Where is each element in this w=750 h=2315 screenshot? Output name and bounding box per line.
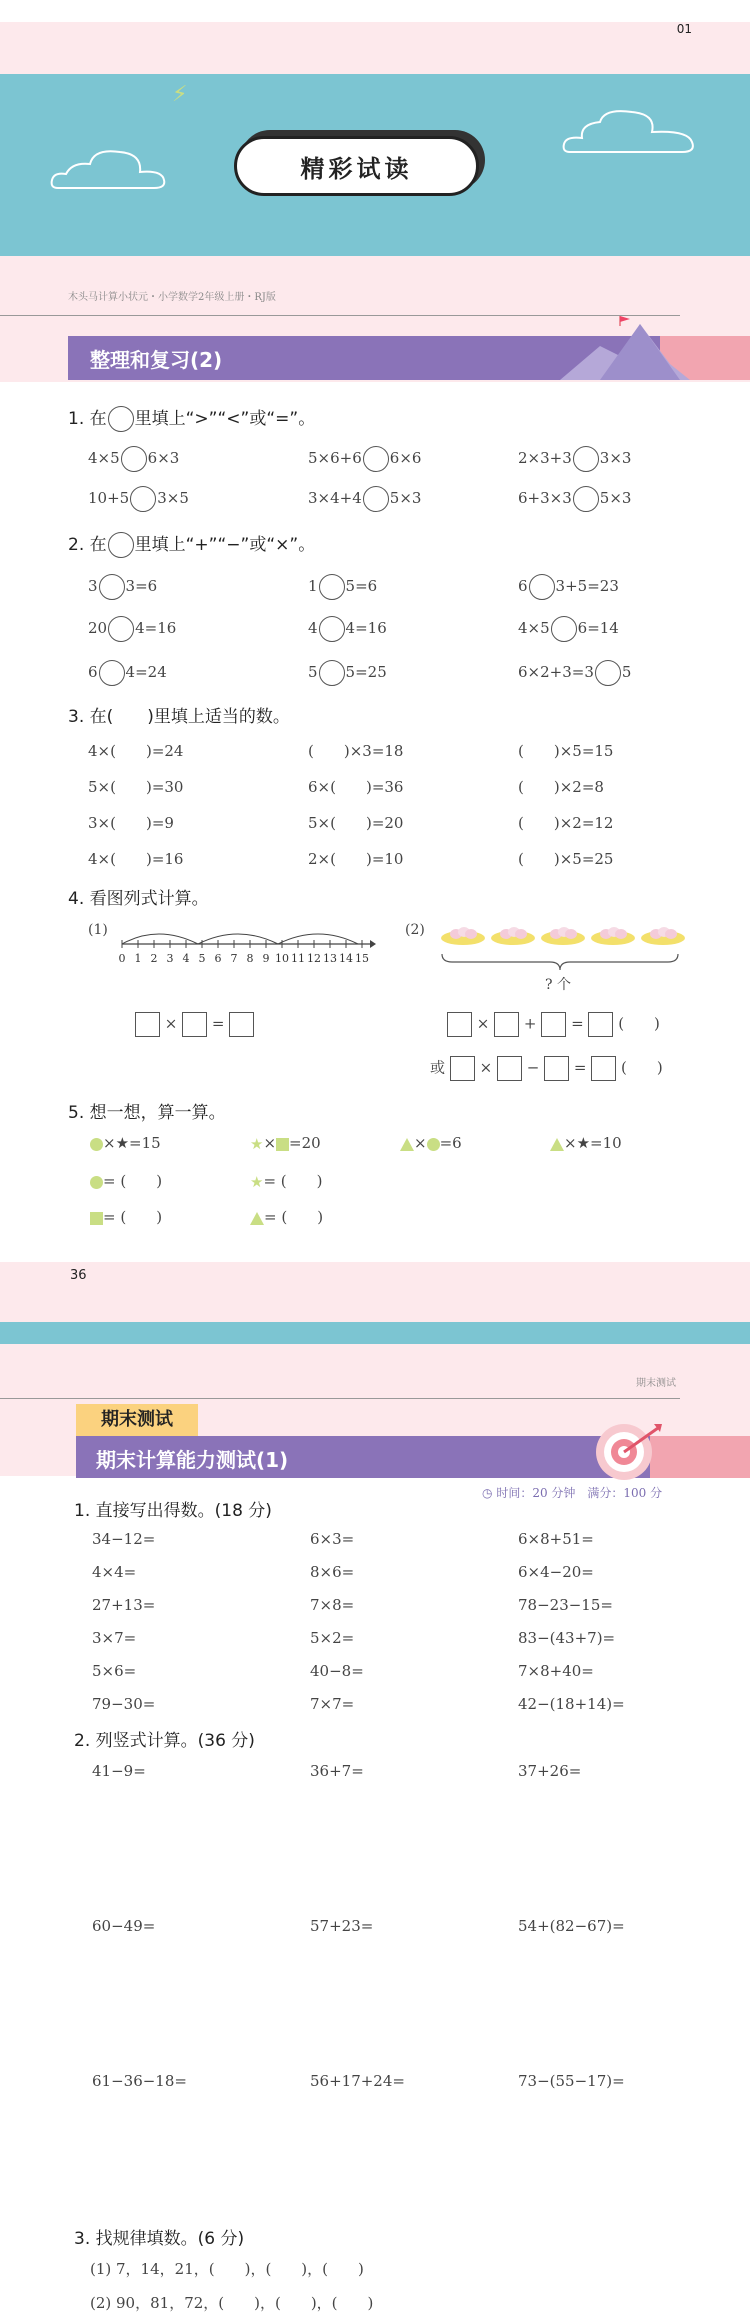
equals-sign: = [211, 1014, 225, 1033]
q4-eq3 [430, 1056, 663, 1081]
tick-label: 14 [339, 952, 353, 965]
blank-circle [108, 406, 134, 432]
answer-box[interactable] [591, 1056, 616, 1081]
tick-label: 12 [307, 952, 321, 965]
vertical-calc-item[interactable]: 54+(82−67)= [518, 1917, 625, 1935]
answer-circle[interactable] [99, 660, 125, 686]
triangle-shape-icon [250, 1212, 264, 1225]
target-icon [594, 1420, 664, 1482]
plate-icon [490, 924, 536, 944]
q3-item[interactable]: 2×( )=10 [308, 850, 404, 868]
oral-calc-item[interactable]: 6×4−20= [518, 1563, 594, 1581]
plate-icon [440, 924, 486, 944]
vertical-calc-item[interactable]: 57+23= [310, 1917, 374, 1935]
answer-box[interactable] [229, 1012, 254, 1037]
oral-calc-item[interactable]: 7×7= [310, 1695, 355, 1713]
square-shape-icon [90, 1212, 103, 1225]
vertical-calc-item[interactable]: 37+26= [518, 1762, 582, 1780]
cloud-icon [560, 106, 700, 156]
q3-label: 3. 在( )里填上适当的数。 [68, 707, 290, 727]
oral-calc-item[interactable]: 8×6= [310, 1563, 355, 1581]
circle-shape-icon [90, 1138, 103, 1151]
tick-label: 4 [182, 952, 190, 965]
answer-box[interactable] [588, 1012, 613, 1037]
oral-calc-item[interactable]: 42−(18+14)= [518, 1695, 625, 1713]
plus-sign: + [523, 1014, 537, 1033]
blank-circle [108, 532, 134, 558]
times-sign: × [476, 1014, 490, 1033]
oral-calc-item[interactable]: 27+13= [92, 1596, 156, 1614]
tick-label: 8 [246, 952, 254, 965]
q5-eq3: × =6 [400, 1134, 462, 1152]
page-foot-band [0, 1262, 750, 1322]
vertical-calc-item[interactable]: 41−9= [92, 1762, 146, 1780]
q3-item[interactable]: 3×( )=9 [88, 814, 174, 832]
q3-item[interactable]: ( )×2=8 [518, 778, 604, 796]
oral-calc-item[interactable]: 34−12= [92, 1530, 156, 1548]
banner-title-pill [234, 136, 479, 196]
q2-label [68, 530, 315, 558]
tick-label: 6 [214, 952, 222, 965]
p2-q3-line2[interactable]: (2) 90，81，72，( )，( )，( ) [90, 2294, 374, 2312]
section-bar-pink-2 [650, 1436, 750, 1478]
q3-item[interactable]: 6×( )=36 [308, 778, 404, 796]
q4-label: 4. 看图列式计算。 [68, 889, 209, 909]
q5-ans[interactable]: ★= ( ) [250, 1172, 323, 1191]
answer-box[interactable] [135, 1012, 160, 1037]
tick-label: 5 [198, 952, 206, 965]
tick-label: 11 [291, 952, 305, 965]
teal-banner [0, 74, 750, 256]
answer-circle[interactable] [319, 574, 345, 600]
cloud-icon [50, 144, 170, 190]
q3-item[interactable]: 4×( )=16 [88, 850, 184, 868]
answer-circle[interactable] [319, 660, 345, 686]
page-number-bottom: 36 [70, 1268, 87, 1283]
p2-q3-line1[interactable]: (1) 7，14，21，( )，( )，( ) [90, 2260, 364, 2278]
equals-sign: = [571, 1014, 584, 1033]
oral-calc-item[interactable]: 79−30= [92, 1695, 156, 1713]
q5-eq1: ×★=15 [90, 1134, 161, 1152]
vertical-calc-item[interactable]: 73−(55−17)= [518, 2072, 625, 2090]
q1-item: 5×6+6 6×6 [308, 446, 421, 472]
answer-circle[interactable] [573, 486, 599, 512]
q5-eq4: ×★=10 [550, 1134, 622, 1152]
p2-q1-label: 1. 直接写出得数。(18 分) [74, 1501, 272, 1521]
banner-title: 精彩试读 [300, 154, 413, 183]
star-shape-icon: ★ [250, 1173, 264, 1191]
q2-item: 1 5=6 [308, 574, 377, 600]
vertical-calc-item[interactable]: 60−49= [92, 1917, 156, 1935]
q5-eq2: ★× =20 [250, 1134, 321, 1153]
count-label: ? 个 [545, 977, 571, 993]
answer-circle[interactable] [130, 486, 156, 512]
q2-item: 6 3+5=23 [518, 574, 619, 600]
answer-box[interactable] [541, 1012, 566, 1037]
q1-item: 3×4+4 5×3 [308, 486, 421, 512]
p2-q2-label: 2. 列竖式计算。(36 分) [74, 1731, 255, 1751]
q4-eq1 [135, 1012, 254, 1037]
oral-calc-item[interactable]: 4×4= [92, 1563, 137, 1581]
answer-circle[interactable] [108, 616, 134, 642]
q1-label [68, 404, 315, 432]
answer-box[interactable] [450, 1056, 475, 1081]
answer-circle[interactable] [99, 574, 125, 600]
answer-box[interactable] [447, 1012, 472, 1037]
header-rule-2 [0, 1398, 680, 1399]
answer-paren[interactable]: ( ) [618, 1014, 660, 1033]
oral-calc-item[interactable]: 7×8+40= [518, 1662, 594, 1680]
q3-item[interactable]: ( )×3=18 [308, 742, 404, 760]
tick-label: 9 [262, 952, 270, 965]
test-meta [482, 1484, 662, 1501]
vertical-calc-item[interactable]: 61−36−18= [92, 2072, 187, 2090]
tick-label: 10 [275, 952, 289, 965]
circle-shape-icon [427, 1138, 440, 1151]
star-shape-icon: ★ [250, 1135, 264, 1153]
answer-circle[interactable] [363, 486, 389, 512]
q2-item: 5 5=25 [308, 660, 387, 686]
q2-label-pre: 2. 在 [68, 535, 107, 555]
p2-q3-label: 3. 找规律填数。(6 分) [74, 2229, 245, 2249]
q3-item[interactable]: ( )×5=15 [518, 742, 614, 760]
q2-item: 6 4=24 [88, 660, 167, 686]
q3-item[interactable]: 5×( )=30 [88, 778, 184, 796]
answer-box[interactable] [544, 1056, 569, 1081]
oral-calc-item[interactable]: 7×8= [310, 1596, 355, 1614]
number-line [118, 924, 378, 974]
answer-box[interactable] [182, 1012, 207, 1037]
meta-text: 时间：20 分钟 满分：100 分 [496, 1486, 663, 1500]
square-shape-icon [276, 1138, 289, 1151]
oral-calc-item[interactable]: 40−8= [310, 1662, 364, 1680]
oral-calc-item[interactable]: 6×3= [310, 1530, 355, 1548]
brace-icon [440, 952, 680, 972]
oral-calc-item[interactable]: 78−23−15= [518, 1596, 613, 1614]
q2-label-post: 里填上“+”“−”或“×”。 [134, 535, 316, 555]
triangle-shape-icon [400, 1138, 414, 1151]
equals-sign: = [573, 1058, 587, 1077]
lightning-icon: ⚡ [172, 82, 188, 107]
answer-circle[interactable] [551, 616, 577, 642]
q1-label-post: 里填上“>”“<”或“=”。 [134, 409, 316, 429]
tick-label: 0 [118, 952, 126, 965]
q4-part1: (1) [88, 922, 108, 938]
vertical-calc-item[interactable]: 56+17+24= [310, 2072, 405, 2090]
q5-ans[interactable]: = ( ) [90, 1206, 162, 1227]
q4-part2: (2) [405, 922, 425, 938]
q2-item: 4 4=16 [308, 616, 387, 642]
section-title-2: 期末计算能力测试(1) [96, 1448, 289, 1472]
oral-calc-item[interactable]: 6×8+51= [518, 1530, 594, 1548]
q2-item: 4×5 6=14 [518, 616, 619, 642]
circle-shape-icon [90, 1176, 103, 1189]
minus-sign: − [526, 1058, 540, 1077]
q1-item: 10+5 3×5 [88, 486, 189, 512]
q1-item: 6+3×3 5×3 [518, 486, 631, 512]
answer-paren[interactable]: ( ) [621, 1058, 663, 1077]
answer-circle[interactable] [529, 574, 555, 600]
tick-label: 7 [230, 952, 238, 965]
q1-item: 4×5 6×3 [88, 446, 179, 472]
running-header: 木头马计算小状元・小学数学2年级上册・RJ版 [68, 292, 276, 303]
tick-label: 2 [150, 952, 158, 965]
times-sign: × [479, 1058, 493, 1077]
running-header-2: 期末测试 [636, 1378, 676, 1389]
answer-box[interactable] [494, 1012, 519, 1037]
page-number-top: 01 [676, 22, 692, 36]
vertical-calc-item[interactable]: 36+7= [310, 1762, 364, 1780]
q1-item: 2×3+3 3×3 [518, 446, 631, 472]
plate-icon [590, 924, 636, 944]
clock-icon: ◷ [482, 1486, 493, 1500]
q5-ans[interactable]: = ( ) [90, 1170, 162, 1191]
q4-eq2 [447, 1012, 660, 1037]
answer-circle[interactable] [319, 616, 345, 642]
times-sign: × [164, 1014, 178, 1033]
oral-calc-item[interactable]: 83−(43+7)= [518, 1629, 616, 1647]
or-label: 或 [430, 1058, 446, 1077]
plate-icon [540, 924, 586, 944]
answer-box[interactable] [497, 1056, 522, 1081]
oral-calc-item[interactable]: 3×7= [92, 1629, 137, 1647]
section-tag: 期末测试 [76, 1404, 198, 1436]
q3-item[interactable]: 4×( )=24 [88, 742, 184, 760]
tick-label: 15 [355, 952, 369, 965]
triangle-shape-icon [550, 1138, 564, 1151]
oral-calc-item[interactable]: 5×6= [92, 1662, 137, 1680]
answer-circle[interactable] [573, 446, 599, 472]
answer-circle[interactable] [363, 446, 389, 472]
plate-icon [640, 924, 686, 944]
q3-item[interactable]: ( )×5=25 [518, 850, 614, 868]
page-divider-teal [0, 1322, 750, 1344]
q5-ans[interactable]: = ( ) [250, 1206, 323, 1227]
mountain-icon [560, 316, 690, 380]
oral-calc-item[interactable]: 5×2= [310, 1629, 355, 1647]
answer-circle[interactable] [595, 660, 621, 686]
q2-item: 6×2+3=3 5 [518, 660, 631, 686]
q1-label-pre: 1. 在 [68, 409, 107, 429]
tick-label: 13 [323, 952, 337, 965]
q3-item[interactable]: ( )×2=12 [518, 814, 614, 832]
q2-item: 20 4=16 [88, 616, 176, 642]
tick-label: 3 [166, 952, 174, 965]
answer-circle[interactable] [121, 446, 147, 472]
q2-item: 3 3=6 [88, 574, 157, 600]
top-pink-band [0, 22, 750, 74]
section-title: 整理和复习(2) [90, 348, 223, 372]
q5-label: 5. 想一想，算一算。 [68, 1103, 226, 1123]
number-line-svg [118, 924, 378, 954]
tick-label: 1 [134, 952, 142, 965]
q3-item[interactable]: 5×( )=20 [308, 814, 404, 832]
